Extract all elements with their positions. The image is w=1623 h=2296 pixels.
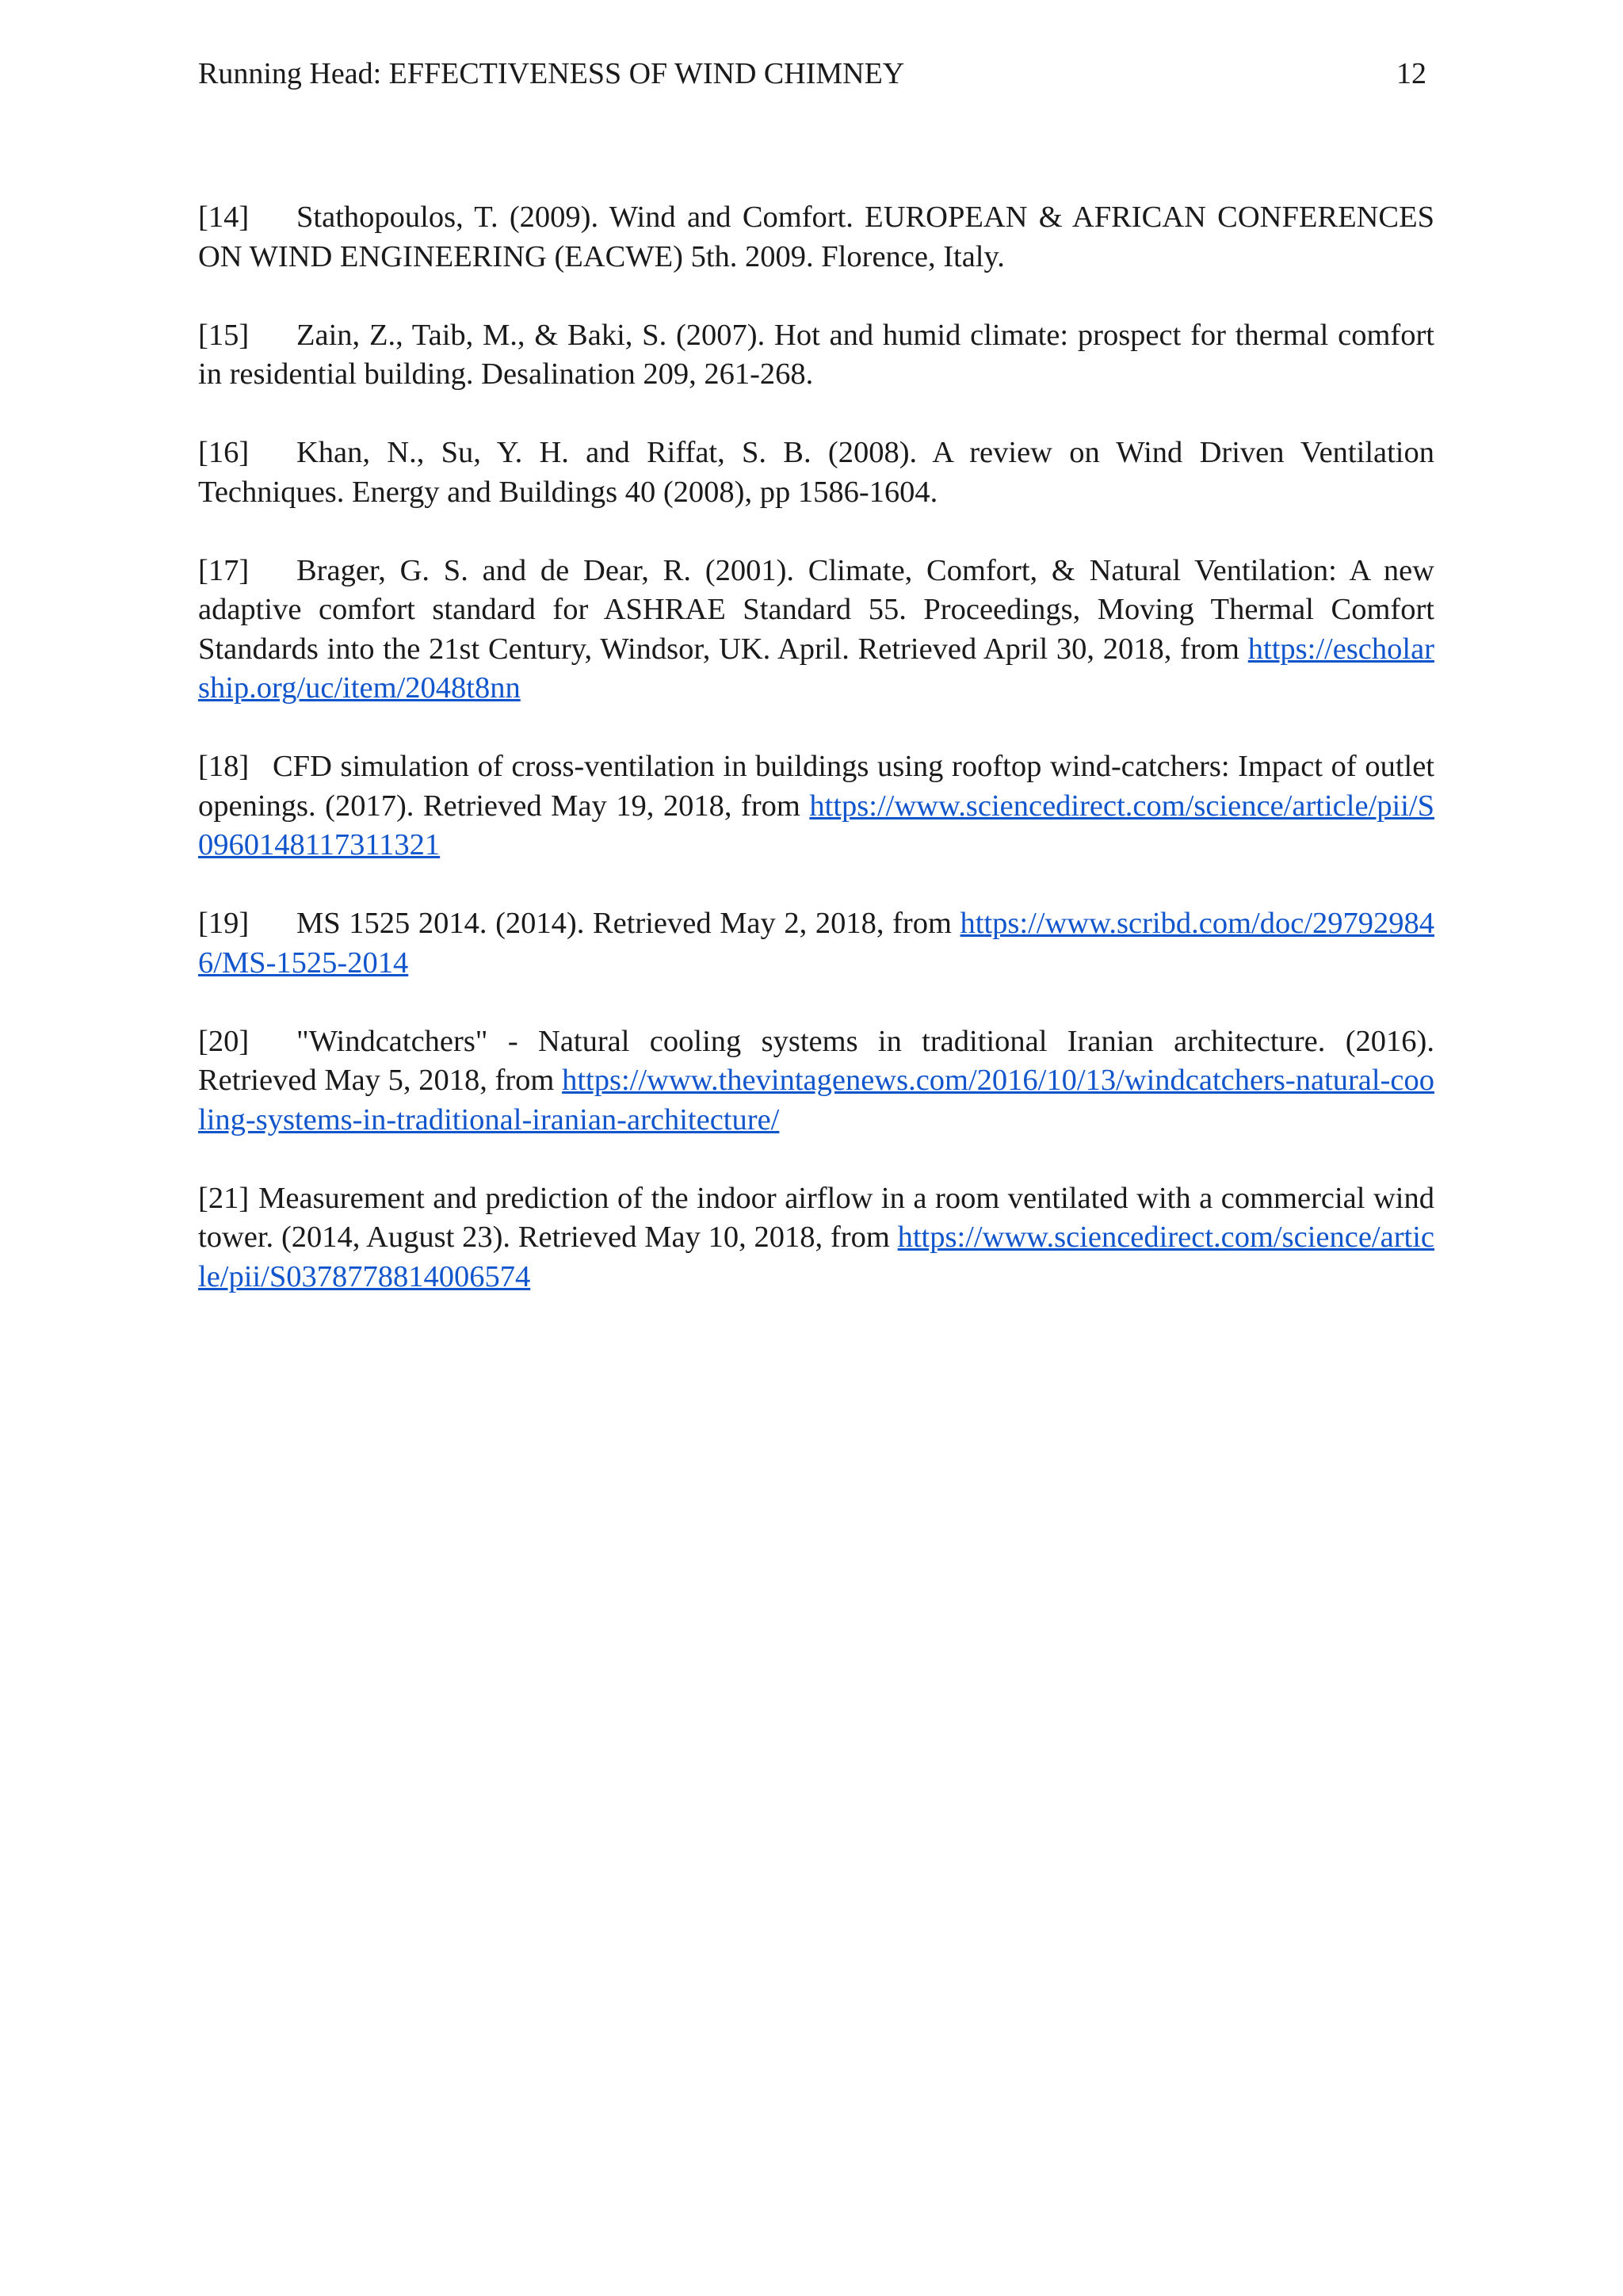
reference-text: Khan, N., Su, Y. H. and Riffat, S. B. (2008). A review on Wind Driven Ventilation Techniques. Energy and Buildings 40 (2008), pp 1586-1604.	[198, 436, 1434, 509]
reference-item	[198, 1022, 1434, 1140]
reference-text: CFD simulation of cross-ventilation in buildings using rooftop wind-catchers: Impact of outlet openings. (2017). Retrieved May 19, 2018, from	[198, 750, 1434, 823]
reference-text: Brager, G. S. and de Dear, R. (2001). Climate, Comfort, & Natural Ventilation: A new adaptive comfort standard for ASHRAE Standard 55. Proceedings, Moving Thermal Comfort Standards into the 21st Century, Windsor, UK. April. Retrieved April 30, 2018, from	[198, 553, 1434, 666]
reference-number: [19]	[198, 907, 250, 940]
reference-item	[198, 1179, 1434, 1297]
page-header	[198, 54, 1434, 94]
reference-item	[198, 904, 1434, 983]
reference-text: Measurement and prediction of the indoor airflow in a room ventilated with a commercial wind tower. (2014, August 23). Retrieved May 10, 2018, from	[198, 1181, 1434, 1254]
reference-link[interactable]: https://www.sciencedirect.com/science/article/pii/S0960148117311321	[198, 789, 1435, 861]
reference-text: Zain, Z., Taib, M., & Baki, S. (2007). Hot and humid climate: prospect for thermal comfort in residential building. Desalination 209, 261-268.	[198, 318, 1434, 391]
reference-item	[198, 434, 1434, 512]
reference-text: MS 1525 2014. (2014). Retrieved May 2, 2018, from	[296, 907, 952, 940]
running-head: Running Head: EFFECTIVENESS OF WIND CHIMNEY	[198, 57, 905, 90]
reference-list	[198, 198, 1434, 1336]
reference-link[interactable]: https://www.scribd.com/doc/297929846/MS-1525-2014	[198, 907, 1435, 980]
reference-number: [17]	[198, 553, 250, 587]
page-number: 12	[1396, 57, 1426, 90]
reference-text: "Windcatchers" - Natural cooling systems in traditional Iranian architecture. (2016). Retrieved May 5, 2018, from	[198, 1024, 1434, 1097]
reference-item	[198, 747, 1434, 865]
reference-link[interactable]: https://www.sciencedirect.com/science/article/pii/S0378778814006574	[198, 1221, 1434, 1293]
reference-number: [15]	[198, 318, 250, 352]
reference-text: Stathopoulos, T. (2009). Wind and Comfort. EUROPEAN & AFRICAN CONFERENCES ON WIND ENGINEERING (EACWE) 5th. 2009. Florence, Italy.	[198, 201, 1434, 273]
reference-number: [20]	[198, 1024, 250, 1058]
reference-number: [18]	[198, 750, 250, 783]
reference-link[interactable]: https://www.thevintagenews.com/2016/10/13/windcatchers-natural-cooling-systems-in-traditional-iranian-architecture/	[198, 1064, 1434, 1137]
reference-item	[198, 552, 1434, 709]
reference-number: [14]	[198, 201, 250, 234]
reference-item	[198, 316, 1434, 395]
reference-item	[198, 198, 1434, 277]
reference-link[interactable]: https://escholarship.org/uc/item/2048t8nn	[198, 632, 1434, 705]
reference-number: [16]	[198, 436, 250, 469]
reference-number: [21]	[198, 1181, 250, 1215]
